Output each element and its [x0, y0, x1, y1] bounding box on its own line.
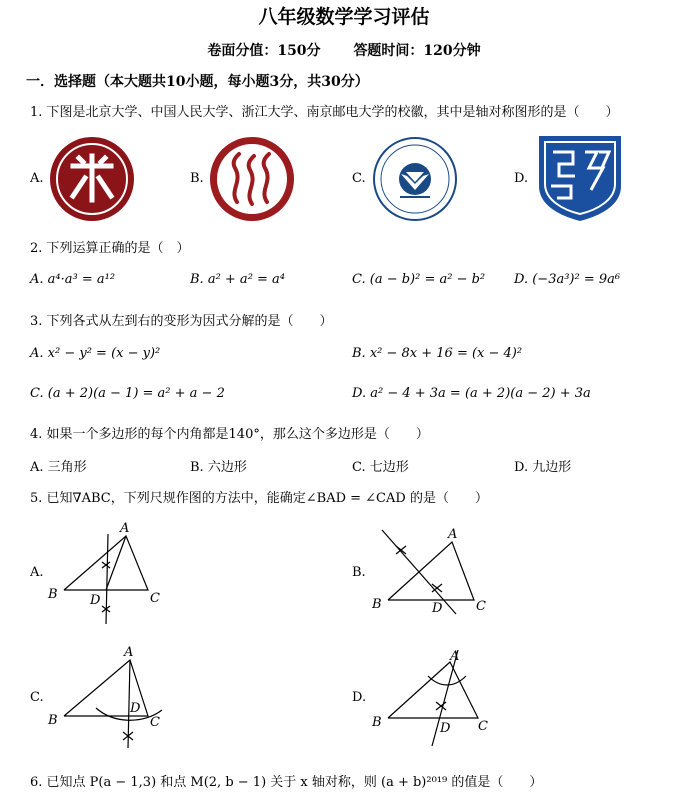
q2-option-d: D. (−3a³)² = 9a⁶: [514, 272, 621, 287]
q1-option-b: B.: [190, 171, 204, 186]
q3-option-b: B. x² − 8x + 16 = (x − 4)²: [352, 346, 523, 361]
njupt-logo: [537, 134, 623, 222]
q5-option-d: D.: [352, 690, 367, 705]
fig-a-label-c: C: [150, 591, 160, 606]
q3-option-a: A. x² − y² = (x − y)²: [30, 346, 161, 361]
fig-b-label-a: A: [448, 527, 458, 542]
construction-figure-d: [370, 646, 510, 752]
question-4: 4. 如果一个多边形的每个内角都是140°，那么这个多边形是（ ）: [30, 427, 429, 442]
q4-option-a: A. 三角形: [30, 460, 87, 475]
q4-option-b: B. 六边形: [190, 460, 247, 475]
q1-option-c: C.: [352, 171, 366, 186]
ruc-logo: [209, 136, 295, 222]
fig-d-label-a: A: [450, 649, 460, 664]
time-info: 答题时间：120分钟: [353, 43, 481, 59]
fig-d-label-d: D: [440, 721, 451, 736]
construction-figure-a: [44, 520, 174, 626]
fig-b-label-c: C: [476, 599, 486, 614]
q2-option-b: B. a² + a² = a⁴: [190, 272, 286, 287]
fig-d-label-c: C: [478, 719, 488, 734]
zju-logo: [372, 136, 458, 222]
page-title: 八年级数学学习评估: [258, 6, 430, 28]
question-6: 6. 已知点 P(a − 1,3) 和点 M(2, b − 1) 关于 x 轴对称，则 (a + b)²⁰¹⁹ 的值是（ ）: [30, 775, 543, 790]
question-5: 5. 已知∇ABC，下列尺规作图的方法中，能确定∠BAD = ∠CAD 的是（ ）: [30, 491, 488, 506]
q4-option-c: C. 七边形: [352, 460, 409, 475]
fig-a-label-b: B: [48, 587, 58, 602]
fig-c-label-c: C: [150, 715, 160, 730]
fig-a-label-d: D: [90, 593, 101, 608]
construction-figure-c: [44, 644, 174, 750]
question-3: 3. 下列各式从左到右的变形为因式分解的是（ ）: [30, 314, 333, 329]
pku-logo: [49, 136, 135, 222]
section-heading: 一．选择题（本大题共10小题，每小题3分，共30分）: [26, 74, 369, 90]
fig-d-label-b: B: [372, 715, 382, 730]
q4-option-d: D. 九边形: [514, 460, 572, 475]
q3-option-d: D. a² − 4 + 3a = (a + 2)(a − 2) + 3a: [352, 386, 591, 401]
question-2: 2. 下列运算正确的是（ ）: [30, 241, 190, 256]
fig-b-label-b: B: [372, 597, 382, 612]
question-1: 1. 下图是北京大学、中国人民大学、浙江大学、南京邮电大学的校徽，其中是轴对称图形的是（ ）: [30, 105, 619, 120]
fig-b-label-d: D: [432, 601, 443, 616]
construction-figure-b: [370, 522, 510, 622]
q1-option-d: D.: [514, 171, 529, 186]
fig-c-label-b: B: [48, 713, 58, 728]
fig-c-label-d: D: [130, 701, 141, 716]
q5-option-a: A.: [30, 565, 44, 580]
q1-option-a: A.: [30, 171, 44, 186]
q5-option-b: B.: [352, 565, 366, 580]
fig-c-label-a: A: [124, 645, 134, 660]
fig-a-label-a: A: [120, 521, 130, 536]
exam-info: [0, 40, 688, 60]
score-info: 卷面分值：150分: [207, 43, 321, 59]
q2-option-a: A. a⁴·a³ = a¹²: [30, 272, 116, 287]
q5-option-c: C.: [30, 690, 44, 705]
q2-option-c: C. (a − b)² = a² − b²: [352, 272, 486, 287]
q3-option-c: C. (a + 2)(a − 1) = a² + a − 2: [30, 386, 225, 401]
